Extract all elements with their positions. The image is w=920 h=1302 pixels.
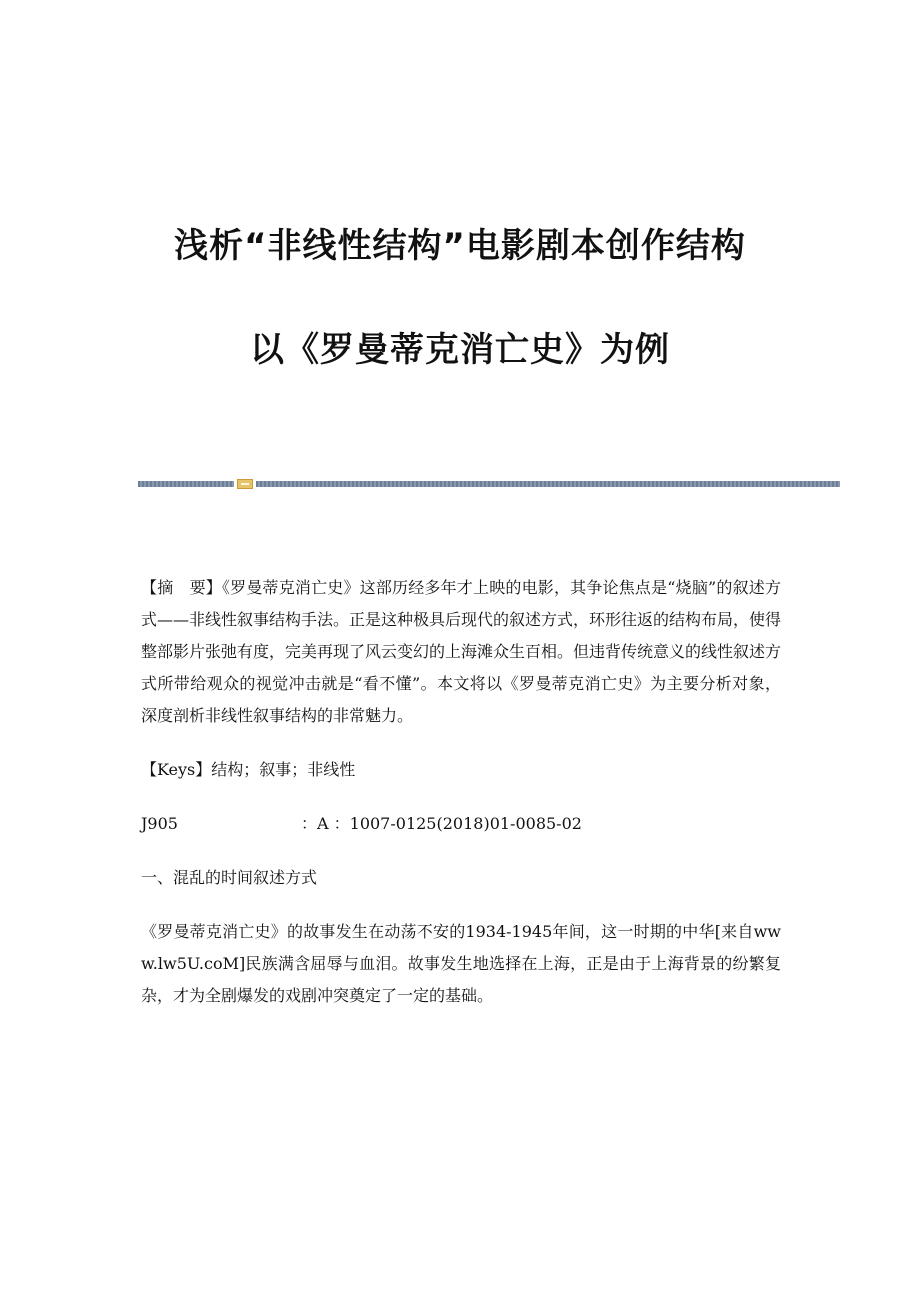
abstract-text: 《罗曼蒂克消亡史》这部历经多年才上映的电影，其争论焦点是“烧脑”的叙述方式——非线性叙事结构手法。正是这种极具后现代的叙述方式，环形往返的结构布局，使得整部影片张弛有度，完美再现了风云变幻的上海滩众生百相。但违背传统意义的线性叙述方式所带给观众的视觉冲击就是“看不懂”。本文将以《罗曼蒂克消亡史》为主要分析对象，深度剖析非线性叙事结构的非常魅力。	[141, 578, 782, 725]
divider-bar-left	[138, 481, 234, 487]
keywords	[141, 754, 781, 786]
article-body	[141, 572, 781, 1012]
page-subtitle: 以《罗曼蒂克消亡史》为例	[250, 330, 670, 370]
classification-code: J905	[141, 814, 178, 833]
classification-rest: ：A ：1007-0125(2018)01-0085-02	[301, 814, 582, 833]
classification-line	[141, 808, 781, 840]
section-paragraph: 《罗曼蒂克消亡史》的故事发生在动荡不安的1934-1945年间，这一时期的中华[来自www.lw5U.coM]民族满含屈辱与血泪。故事发生地选择在上海，正是由于上海背景的纷繁复杂，才为全剧爆发的戏剧冲突奠定了一定的基础。	[141, 922, 781, 1005]
divider-ornament-icon	[237, 479, 253, 489]
keywords-label: 【Keys】	[141, 760, 212, 779]
divider-bar-right	[256, 481, 840, 487]
abstract-label: 【摘 要】	[141, 578, 222, 597]
abstract	[141, 572, 781, 732]
page-title: 浅析“非线性结构”电影剧本创作结构	[174, 226, 746, 266]
keywords-text: 结构；叙事；非线性	[211, 760, 356, 779]
title-divider	[138, 478, 840, 490]
section-heading: 一、混乱的时间叙述方式	[141, 868, 318, 887]
